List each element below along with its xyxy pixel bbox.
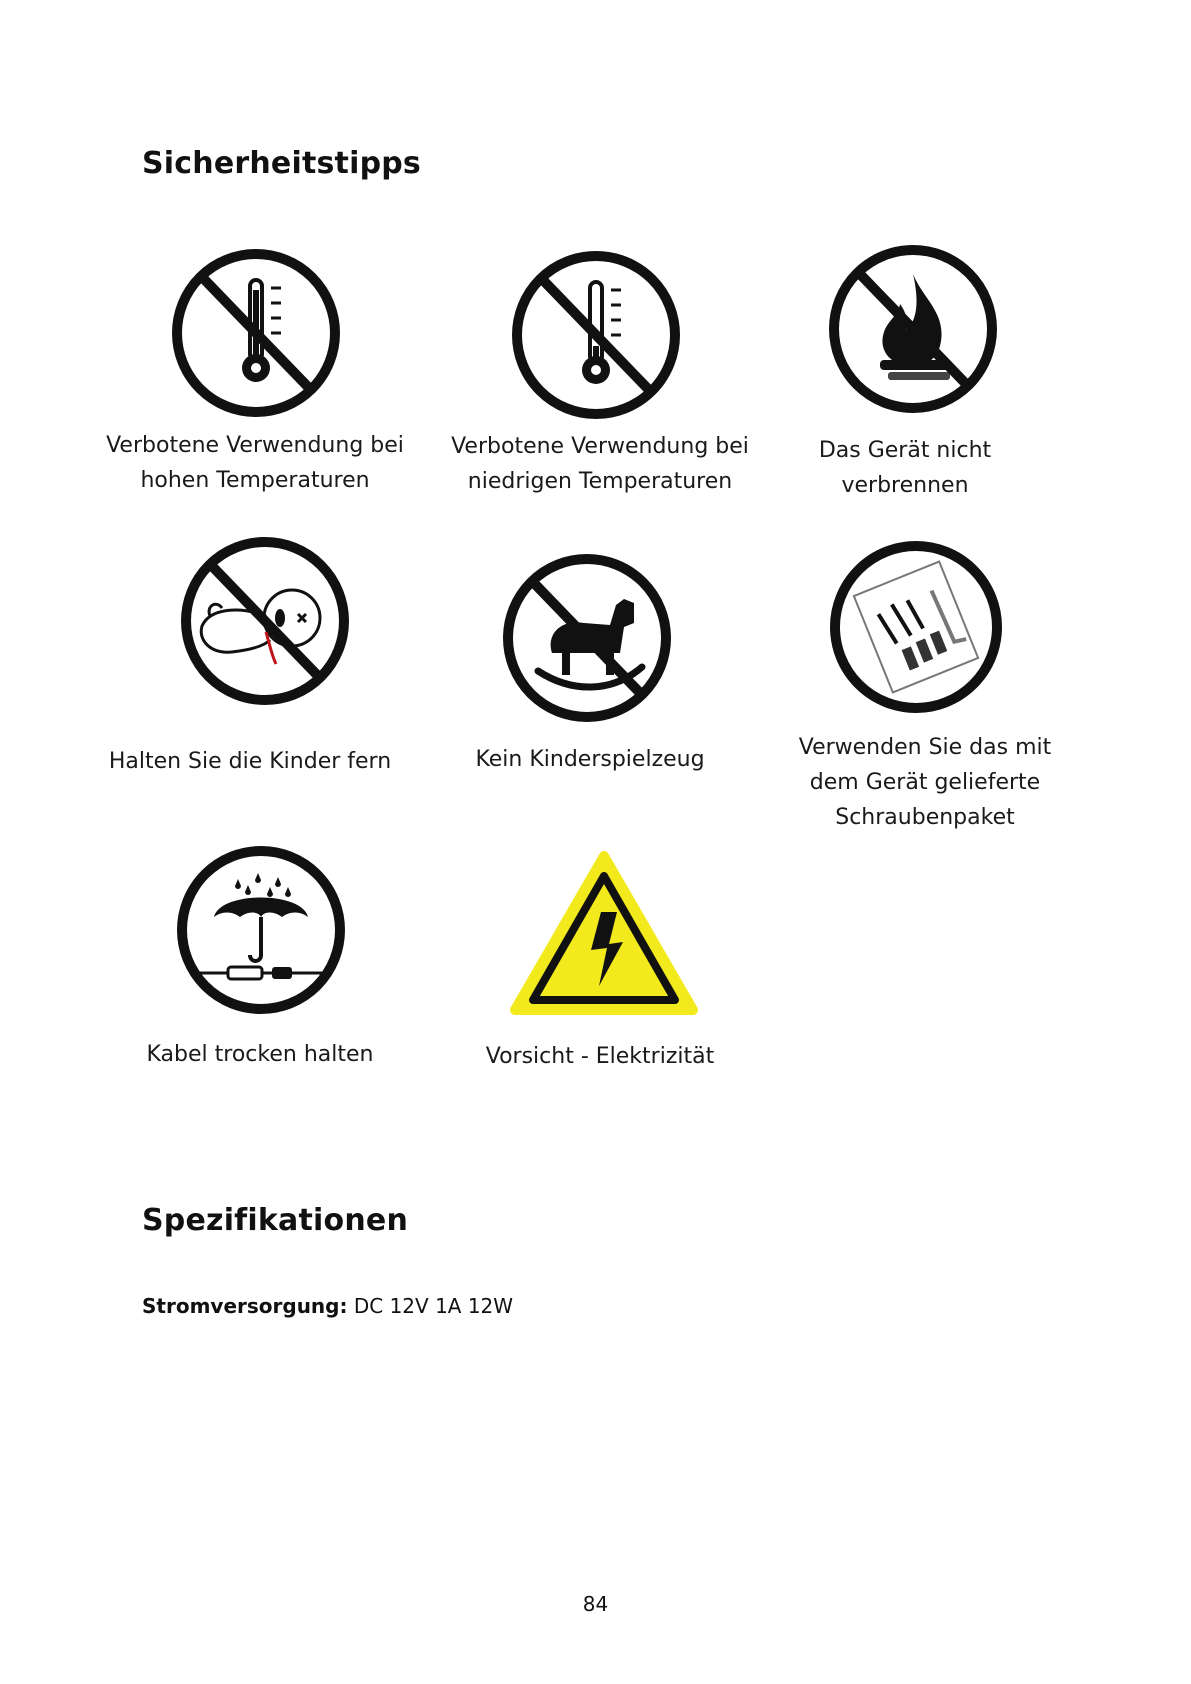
spec-power-label: Stromversorgung: — [142, 1294, 348, 1318]
no-burning-icon — [828, 244, 998, 414]
no-high-temperature-icon — [171, 248, 341, 418]
caption-cable-dry: Kabel trocken halten — [146, 1042, 374, 1067]
electricity-warning-icon — [509, 850, 699, 1020]
caption-electricity: Vorsicht - Elektrizität — [485, 1044, 715, 1069]
caption-supplied-screws: Verwenden Sie das mit dem Gerät gelieferte Schraubenpaket — [798, 735, 1052, 830]
keep-cable-dry-icon — [176, 845, 346, 1015]
caption-keep-away-children: Halten Sie die Kinder fern — [108, 749, 392, 774]
caption-low-temperature: Verbotene Verwendung bei niedrigen Temperaturen — [451, 434, 749, 494]
no-toy-icon — [502, 553, 672, 723]
caption-no-burning: Das Gerät nicht verbrennen — [818, 438, 992, 498]
keep-away-from-children-icon — [180, 536, 350, 706]
caption-no-toy: Kein Kinderspielzeug — [475, 747, 705, 772]
spec-heading: Spezifikationen — [142, 1203, 408, 1238]
spec-power-value: DC 12V 1A 12W — [353, 1294, 514, 1318]
caption-high-temperature: Verbotene Verwendung bei hohen Temperaturen — [106, 433, 404, 493]
page-number: 84 — [582, 1592, 609, 1616]
use-supplied-screws-icon — [828, 539, 1004, 715]
safety-heading: Sicherheitstipps — [142, 146, 421, 181]
spec-power — [142, 1294, 513, 1318]
no-low-temperature-icon — [511, 250, 681, 420]
